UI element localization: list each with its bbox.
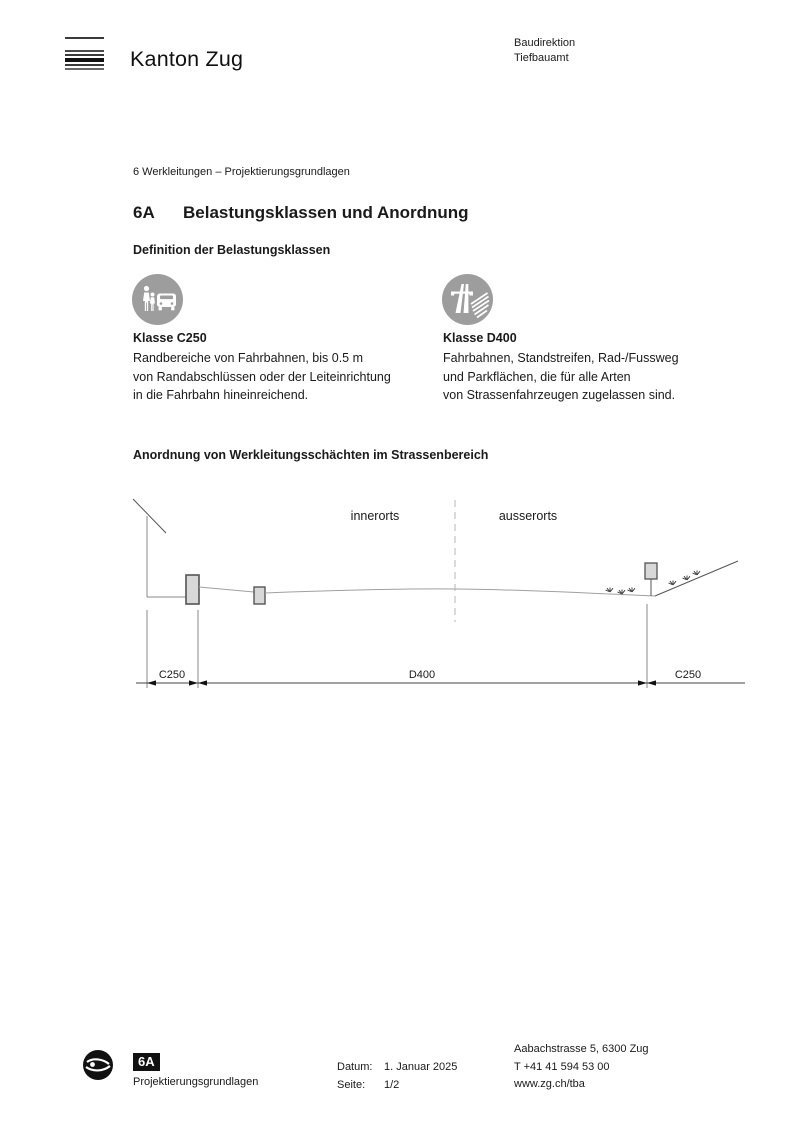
website-link[interactable]: www.zg.ch/tba: [514, 1078, 585, 1090]
org-line-1: Baudirektion: [514, 37, 576, 49]
class-d400-name: Klasse D400: [443, 331, 517, 345]
page-label: Seite:: [337, 1079, 366, 1091]
definition-heading: Definition der Belastungsklassen: [133, 243, 331, 257]
marker-post: [645, 563, 657, 596]
dim-label-c250-right: C250: [674, 669, 702, 681]
address-phone: T +41 41 594 53 00: [514, 1060, 610, 1073]
meta-row-page: [337, 1076, 457, 1094]
class-c250-name: Klasse C250: [133, 331, 207, 345]
dimension-extension-lines: [147, 604, 647, 688]
footer-meta: [337, 1058, 457, 1094]
logo-stripe: [65, 58, 104, 62]
title-number: 6A: [133, 203, 155, 222]
page-title: [133, 203, 469, 223]
manhole-shaft-left: [186, 575, 199, 604]
desc-line: von Strassenfahrzeugen zugelassen sind.: [443, 388, 676, 402]
manhole-shaft-inner: [254, 587, 265, 604]
dimension-line: [136, 680, 745, 685]
desc-line: und Parkflächen, die für alle Arten: [443, 369, 631, 384]
desc-line: von Randabschlüssen oder der Leiteinrichtung: [133, 369, 391, 384]
class-c250-description: [133, 349, 391, 405]
zone-label-ausserorts: ausserorts: [498, 509, 558, 523]
breadcrumb: 6 Werkleitungen – Projektierungsgrundlagen: [133, 166, 350, 178]
dim-label-d400: D400: [408, 669, 436, 681]
logo-stripe: [65, 37, 104, 39]
tiefbauamt-logo-icon: [82, 1049, 114, 1081]
class-d400-description: [443, 349, 679, 405]
motorway-icon: [441, 273, 494, 326]
page-value: 1/2: [384, 1079, 400, 1091]
wordmark: Kanton Zug: [130, 47, 244, 71]
org-block: [514, 36, 575, 66]
arrangement-heading: Anordnung von Werkleitungsschächten im Strassenbereich: [133, 448, 489, 462]
org-line-2: Tiefbauamt: [514, 52, 569, 64]
dim-label-c250-left: C250: [158, 669, 186, 681]
logo-stripe: [65, 50, 104, 52]
footer-caption: Projektierungsgrundlagen: [133, 1076, 259, 1088]
logo-stripe: [65, 68, 104, 70]
road-cross-section-diagram: [125, 492, 750, 697]
embankment-slope-line: [655, 561, 738, 596]
pedestrians-and-car-icon: [131, 273, 184, 326]
title-text: Belastungsklassen und Anordnung: [183, 203, 469, 222]
address-street: Aabachstrasse 5, 6300 Zug: [514, 1043, 649, 1055]
zone-label-innerorts: innerorts: [350, 509, 400, 523]
logo-stripe: [65, 54, 104, 56]
date-value: 1. Januar 2025: [384, 1061, 458, 1073]
desc-line: in die Fahrbahn hineinreichend.: [133, 388, 309, 402]
kanton-zug-flag-logo: [65, 37, 104, 73]
meta-row-date: [337, 1058, 457, 1076]
desc-line: Fahrbahnen, Standstreifen, Rad-/Fussweg: [443, 351, 679, 365]
footer-sheet-badge: 6A: [133, 1053, 160, 1071]
left-boundary-lines: [133, 499, 187, 597]
date-label: Datum:: [337, 1061, 373, 1073]
footer-address: [514, 1041, 649, 1094]
road-surface-line: [265, 589, 655, 596]
desc-line: Randbereiche von Fahrbahnen, bis 0.5 m: [133, 351, 364, 365]
logo-stripe: [65, 64, 104, 66]
